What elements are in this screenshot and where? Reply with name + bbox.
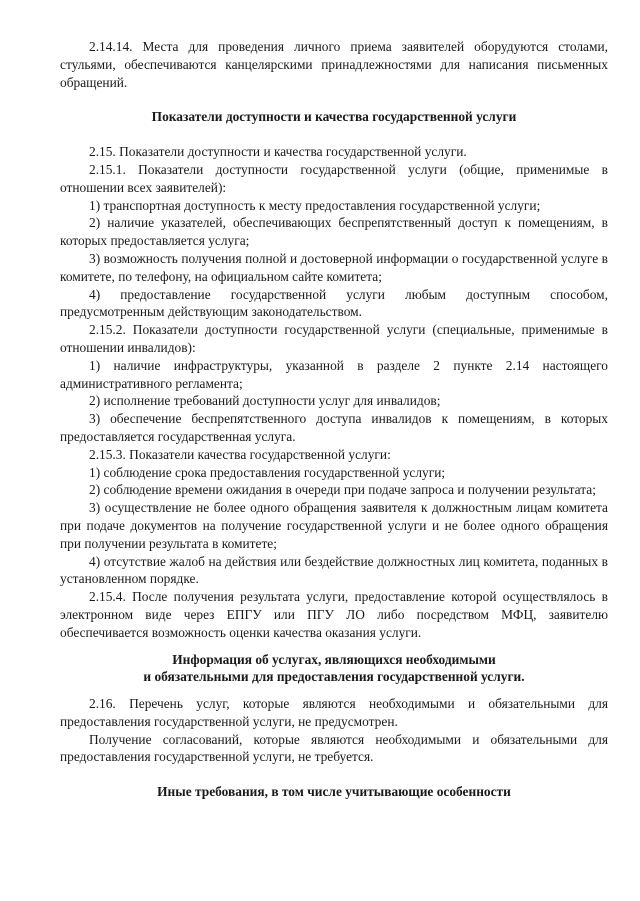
list-item: 4) предоставление государственной услуги любым доступным способом, предусмотренным действующим законодательством. — [60, 286, 608, 320]
paragraph: 2.15.4. После получения результата услуги, предоставление которой осуществлялось в электронном виде через ЕПГУ или ПГУ ЛО либо посредством МФЦ, заявителю обеспечивается возможность оценки качества оказания услуги. — [60, 589, 608, 640]
heading-other-requirements: Иные требования, в том числе учитывающие особенности — [157, 784, 511, 800]
list-item: 2) наличие указателей, обеспечивающих беспрепятственный доступ к помещениям, в которых предоставляется услуга; — [60, 215, 608, 249]
list-item: 3) обеспечение беспрепятственного доступа инвалидов к помещениям, в которых предоставляется государственная услуга. — [60, 411, 608, 444]
list-item: 2) соблюдение времени ожидания в очереди при подаче запроса и получении результата; — [89, 482, 596, 498]
list-item: 3) осуществление не более одного обращения заявителя к должностным лицам комитета при подаче документов на получение государственной услуги и не более одного обращения при получении результата в комитете; — [60, 500, 608, 551]
heading-accessibility-quality: Показатели доступности и качества государственной услуги — [151, 109, 517, 125]
document-body — [60, 38, 608, 801]
paragraph: 2.15. Показатели доступности и качества государственной услуги. — [89, 144, 467, 160]
paragraph: 2.15.3. Показатели качества государственной услуги: — [89, 446, 391, 462]
paragraph: Получение согласований, которые являются необходимыми и обязательными для предоставления государственной услуги, не требуется. — [60, 731, 608, 765]
list-item: 1) транспортная доступность к месту предоставления государственной услуги; — [89, 197, 541, 213]
heading-line: и обязательными для предоставления государственной услуги. — [143, 669, 525, 685]
list-item: 1) наличие инфраструктуры, указанной в разделе 2 пункте 2.14 настоящего административного регламента; — [60, 357, 608, 391]
list-item: 3) возможность получения полной и достоверной информации о государственной услуге в комитете, по телефону, на официальном сайте комитета; — [60, 250, 608, 284]
list-item: 1) соблюдение срока предоставления государственной услуги; — [89, 464, 446, 480]
heading-required-services — [60, 651, 608, 687]
list-item: 4) отсутствие жалоб на действия или бездействие должностных лиц комитета, поданных в установленном порядке. — [60, 553, 608, 587]
paragraph-2-14-14: 2.14.14. Места для проведения личного приема заявителей оборудуются столами, стульями, обеспечиваются канцелярскими принадлежностями для написания письменных обращений. — [60, 39, 608, 90]
list-item: 2) исполнение требований доступности услуг для инвалидов; — [89, 393, 441, 409]
section-2-16 — [60, 695, 608, 766]
paragraph: 2.15.1. Показатели доступности государственной услуги (общие, применимые в отношении всех заявителей): — [60, 161, 608, 195]
paragraph: 2.15.2. Показатели доступности государственной услуги (специальные, применимые в отношении инвалидов): — [60, 322, 608, 355]
heading-line: Информация об услугах, являющихся необходимыми — [172, 651, 496, 667]
paragraph: 2.16. Перечень услуг, которые являются необходимыми и обязательными для предоставления государственной услуги, не предусмотрен. — [60, 696, 608, 729]
section-2-15 — [60, 143, 608, 641]
